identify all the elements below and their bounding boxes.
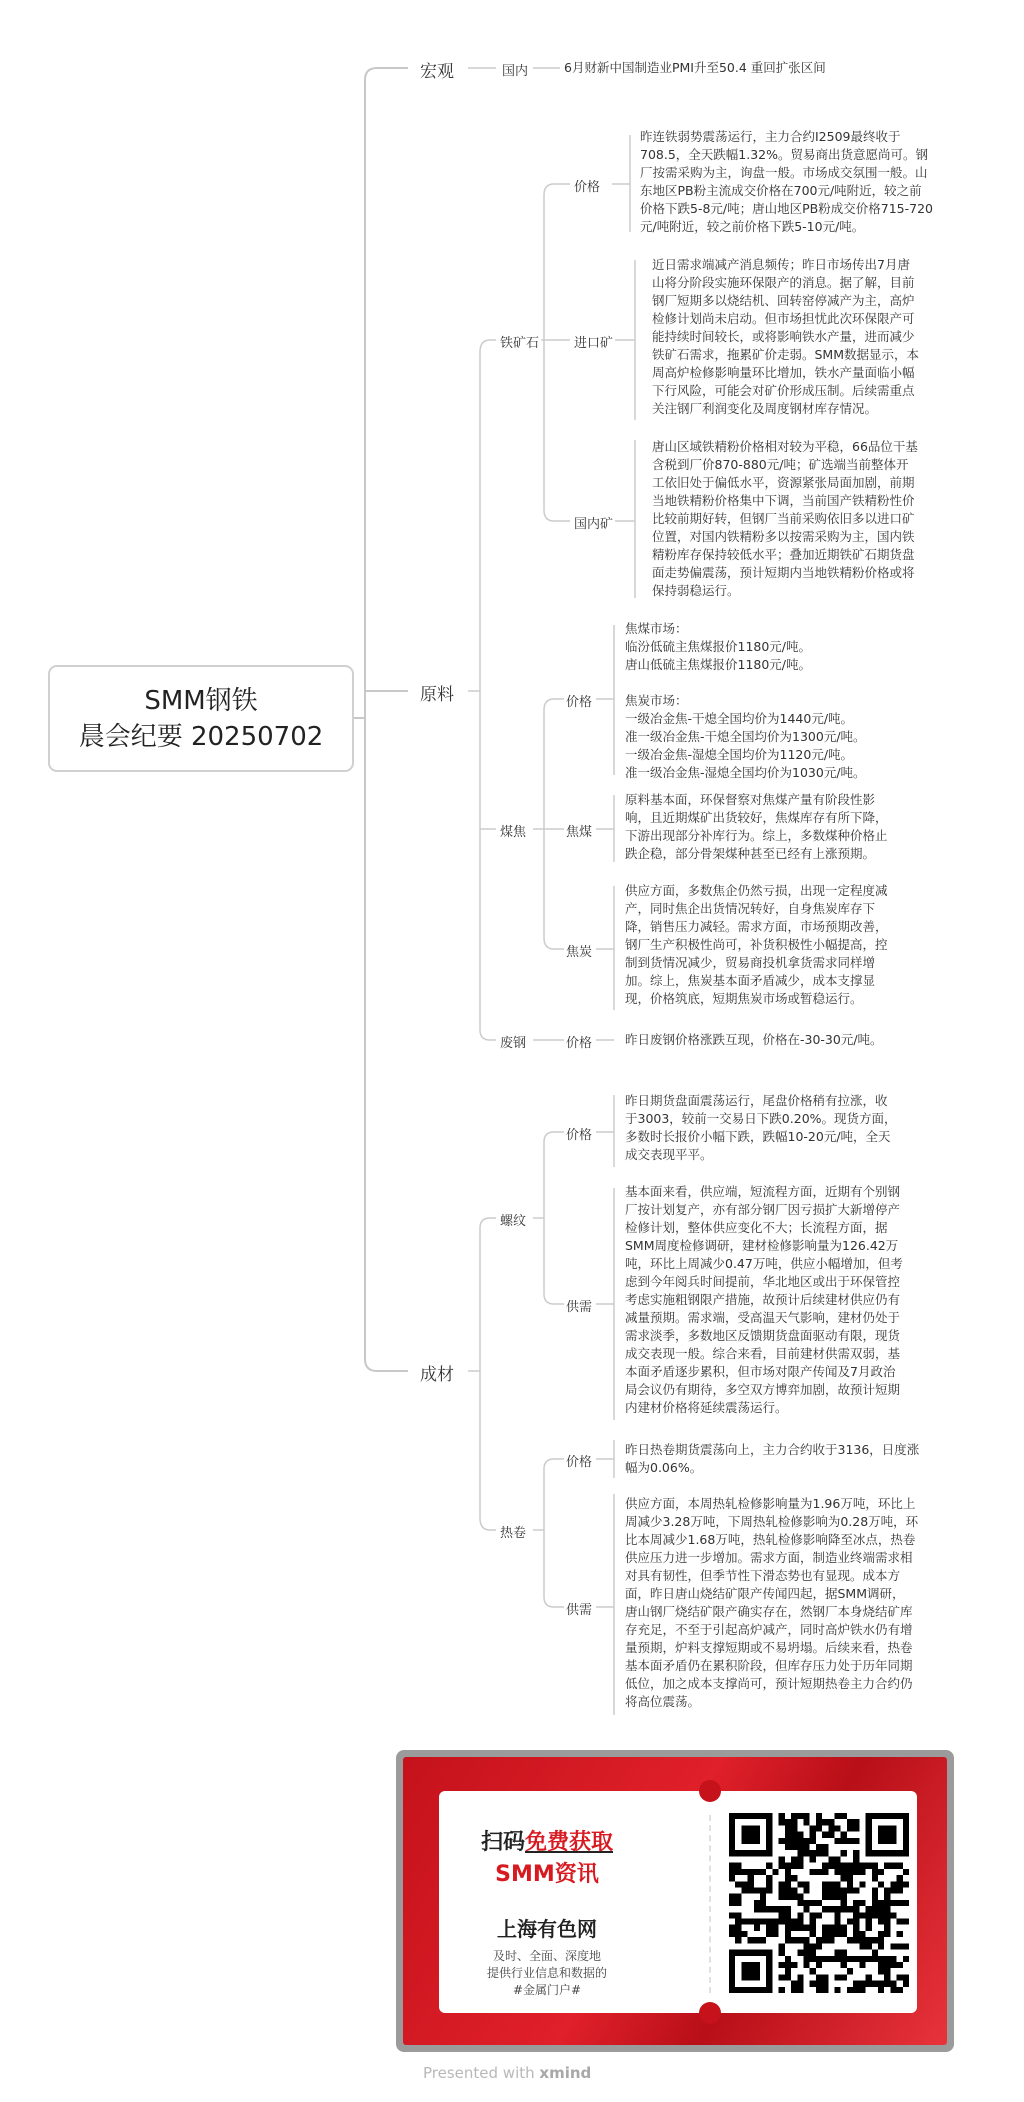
text-line: 将高位震荡。 <box>625 1694 701 1709</box>
text-line: 钢厂短期多以烧结机、回转窑停减产为主，高炉 <box>652 293 915 308</box>
text-line: 比较前期好转，但钢厂当前采购依旧多以进口矿 <box>652 511 915 526</box>
text-line: 能持续时间较长，或将影响铁水产量，进而减少 <box>652 329 915 344</box>
topic-scrap-price[interactable]: 价格 <box>564 1032 594 1051</box>
text-line: 当地铁精粉价格集中下调，当前国产铁精粉性价 <box>652 493 915 508</box>
text-line: 面，昨日唐山烧结矿限产传闻四起，据SMM调研， <box>625 1586 905 1601</box>
text-line: 山将分阶段实施环保限产的消息。据了解，目前 <box>652 275 915 290</box>
text-line: 本面矛盾逐步累积，但市场对限产传闻及7月政治 <box>625 1364 896 1379</box>
topic-scrap[interactable]: 废钢 <box>498 1032 528 1051</box>
text-line: 工依旧处于偏低水平，资源紧张局面加剧，前期 <box>652 475 915 490</box>
text-line: 成交表现平平。 <box>625 1147 713 1162</box>
hrc-supply-demand-text <box>625 1495 918 1711</box>
text-line: 708.5，全天跌幅1.32%。贸易商出货意愿尚可。钢 <box>640 147 928 162</box>
text-line: 昨日废钢价格涨跌互现，价格在-30-30元/吨。 <box>625 1032 883 1047</box>
xmind-logo-text: xmind <box>539 2064 592 2082</box>
rebar-price-text <box>625 1092 897 1164</box>
text-line: 铁矿石需求，拖累矿价走弱。SMM数据显示，本 <box>652 347 920 362</box>
text-line: 现，价格筑底，短期焦炭市场或暂稳运行。 <box>625 991 863 1006</box>
text-line: 供应方面，本周热轧检修影响量为1.96万吨，环比上 <box>625 1496 916 1511</box>
text-line: 周减少3.28万吨，下周热轧检修影响为0.28万吨，环 <box>625 1514 919 1529</box>
text-line: 检修计划尚未启动。但市场担忧此次环保限产可 <box>652 311 915 326</box>
topic-hrc[interactable]: 热卷 <box>498 1522 528 1541</box>
text-line: 面走势偏震荡，预计短期内当地铁精粉价格或将 <box>652 565 915 580</box>
text-line: 局会议仍有期待，多空双方博弈加剧，故预计短期 <box>625 1382 901 1397</box>
root-subtitle: 晨会纪要 20250702 <box>78 721 324 752</box>
text-line: 加。综上，焦炭基本面矛盾减少，成本支撑显 <box>625 973 876 988</box>
topic-coking-coal[interactable]: 焦煤 <box>564 821 594 840</box>
macro-domestic-text: 6月财新中国制造业PMI升至50.4 重回扩张区间 <box>564 60 826 75</box>
text-line: 唐山钢厂烧结矿限产确实存在，然钢厂本身烧结矿库 <box>625 1604 913 1619</box>
text-line: 东地区PB粉主流成交价格在700元/吨附近，较之前 <box>640 183 922 198</box>
footer-credit <box>423 2064 591 2082</box>
promo-ticket <box>439 1791 917 2013</box>
text-line: 多数时长报价小幅下跌，跌幅10-20元/吨，全天 <box>625 1129 891 1144</box>
topic-hrc-price[interactable]: 价格 <box>564 1451 594 1470</box>
text-line: SMM周度检修调研，建材检修影响量为126.42万 <box>625 1238 899 1253</box>
topic-iron-ore-import[interactable]: 进口矿 <box>572 332 615 351</box>
footer-prefix: Presented with <box>423 2064 535 2082</box>
ticket-divider <box>709 1815 711 1993</box>
text-line: 准一级冶金焦-干熄全国均价为1300元/吨。 <box>625 729 866 744</box>
text-line: 昨连铁弱势震荡运行，主力合约I2509最终收于 <box>640 129 901 144</box>
text-line: 虑到今年阅兵时间提前，华北地区或出于环保管控 <box>625 1274 901 1289</box>
text-line: 减量预期。需求端，受高温天气影响，建材仍处于 <box>625 1310 901 1325</box>
text-line: 一级冶金焦-干熄全国均价为1440元/吨。 <box>625 711 854 726</box>
coking-coal-text <box>625 791 888 863</box>
topic-hrc-supply-demand[interactable]: 供需 <box>564 1599 594 1618</box>
hrc-price-text <box>625 1441 919 1477</box>
text-line: 昨日期货盘面震荡运行，尾盘价格稍有拉涨，收 <box>625 1093 888 1108</box>
text-line: 焦炭市场： <box>625 693 688 708</box>
promo-brand: 上海有色网 <box>497 1917 597 1941</box>
promo-scan-highlight: 免费获取 <box>525 1830 614 1855</box>
text-line: 检修计划，整体供应变化不大；长流程方面，据 <box>625 1220 888 1235</box>
qr-code-icon[interactable] <box>729 1813 909 1993</box>
text-line: 元/吨附近，较之前价格下跌5-10元/吨。 <box>640 219 865 234</box>
topic-coal-coke-price[interactable]: 价格 <box>564 691 594 710</box>
text-line: 钢厂生产积极性尚可，补货积极性小幅提高，控 <box>625 937 888 952</box>
ticket-notch-bottom <box>699 2002 721 2024</box>
topic-finished-steel[interactable]: 成材 <box>418 1360 456 1385</box>
text-line: 原料基本面，环保督察对焦煤产量有阶段性影 <box>625 792 876 807</box>
ticket-notch-top <box>699 1780 721 1802</box>
text-line: 含税到厂价870-880元/吨；矿选端当前整体开 <box>652 457 909 472</box>
promo-smm-info: SMM资讯 <box>495 1862 599 1887</box>
text-line: 比本周减少1.68万吨，热轧检修影响降至冰点，热卷 <box>625 1532 916 1547</box>
promo-tagline-3: #金属门户# <box>512 1983 582 1997</box>
text-line: 下游出现部分补库行为。综上，多数煤种价格止 <box>625 828 888 843</box>
root-topic[interactable] <box>48 665 354 772</box>
text-line: 精粉库存保持较低水平；叠加近期铁矿石期货盘 <box>652 547 915 562</box>
rebar-supply-demand-text <box>625 1183 903 1417</box>
text-line <box>625 674 866 692</box>
coal-coke-price-text <box>625 620 866 782</box>
topic-rebar-price[interactable]: 价格 <box>564 1124 594 1143</box>
promo-tagline-2: 提供行业信息和数据的 <box>486 1966 607 1980</box>
text-line: 近日需求端减产消息频传；昨日市场传出7月唐 <box>652 257 910 272</box>
text-line: 焦煤市场： <box>625 621 688 636</box>
root-title: SMM钢铁 <box>144 685 258 716</box>
text-line: 厂按计划复产，亦有部分钢厂因亏损扩大新增停产 <box>625 1202 901 1217</box>
topic-coal-coke[interactable]: 煤焦 <box>498 821 528 840</box>
text-line: 临汾低硫主焦煤报价1180元/吨。 <box>625 639 812 654</box>
text-line: 于3003，较前一交易日下跌0.20%。现货方面， <box>625 1111 897 1126</box>
topic-coke[interactable]: 焦炭 <box>564 941 594 960</box>
text-line: 保持弱稳运行。 <box>652 583 740 598</box>
text-line: 基本面来看，供应端，短流程方面，近期有个别钢 <box>625 1184 901 1199</box>
topic-iron-ore-price[interactable]: 价格 <box>572 176 602 195</box>
text-line: 供应压力进一步增加。需求方面，制造业终端需求相 <box>625 1550 913 1565</box>
promo-red-frame <box>403 1757 947 2045</box>
text-line: 产，同时焦企出货情况转好，自身焦炭库存下 <box>625 901 876 916</box>
text-line: 关注钢厂利润变化及周度钢材库存情况。 <box>652 401 878 416</box>
text-line: 准一级冶金焦-湿熄全国均价为1030元/吨。 <box>625 765 866 780</box>
topic-iron-ore-domestic[interactable]: 国内矿 <box>572 513 615 532</box>
promo-scan-line <box>439 1825 655 1856</box>
text-line: 响，且近期煤矿出货较好，焦煤库存有所下降， <box>625 810 888 825</box>
text-line: 下行风险，可能会对矿价形成压制。后续需重点 <box>652 383 915 398</box>
promo-tagline-1: 及时、全面、深度地 <box>492 1949 601 1963</box>
topic-macro[interactable]: 宏观 <box>418 57 456 82</box>
topic-rebar[interactable]: 螺纹 <box>498 1210 528 1229</box>
text-line: 供应方面，多数焦企仍然亏损，出现一定程度减 <box>625 883 888 898</box>
text-line: 幅为0.06%。 <box>625 1460 703 1475</box>
text-line: 跌企稳，部分骨架煤种甚至已经有上涨预期。 <box>625 846 876 861</box>
text-line: 唐山低硫主焦煤报价1180元/吨。 <box>625 657 812 672</box>
text-line: 制到货情况减少，贸易商投机拿货需求同样增 <box>625 955 876 970</box>
text-line: 吨，环比上周减少0.47万吨，供应小幅增加，但考 <box>625 1256 903 1271</box>
iron-ore-domestic-text <box>652 438 918 600</box>
text-line: 对具有韧性，但季节性下滑态势也有显现。成本方 <box>625 1568 901 1583</box>
iron-ore-price-text <box>640 128 933 236</box>
topic-iron-ore[interactable]: 铁矿石 <box>498 332 541 351</box>
text-line: 内建材价格将延续震荡运行。 <box>625 1400 788 1415</box>
text-line: 厂按需采购为主，询盘一般。市场成交氛围一般。山 <box>640 165 928 180</box>
coke-text <box>625 882 888 1008</box>
text-line: 降，销售压力减轻。需求方面，市场预期改善， <box>625 919 888 934</box>
text-line: 低位，加之成本支撑尚可，预计短期热卷主力合约仍 <box>625 1676 913 1691</box>
text-line: 周高炉检修影响量环比增加，铁水产量面临小幅 <box>652 365 915 380</box>
text-line: 考虑实施粗钢限产措施，故预计后续建材供应仍有 <box>625 1292 901 1307</box>
topic-domestic[interactable]: 国内 <box>500 60 530 79</box>
text-line: 存充足，不至于引起高炉减产，同时高炉铁水仍有增 <box>625 1622 913 1637</box>
text-line: 成交表现一般。综合来看，目前建材供需双弱，基 <box>625 1346 901 1361</box>
text-line: 价格下跌5-8元/吨；唐山地区PB粉成交价格715-720 <box>640 201 933 216</box>
text-line: 量预期，炉料支撑短期或不易坍塌。后续来看，热卷 <box>625 1640 913 1655</box>
topic-raw-materials[interactable]: 原料 <box>418 680 456 705</box>
promo-banner[interactable] <box>396 1750 954 2052</box>
text-line: 昨日热卷期货震荡向上，主力合约收于3136，日度涨 <box>625 1442 920 1457</box>
scrap-price-text <box>625 1031 883 1049</box>
text-line: 一级冶金焦-湿熄全国均价为1120元/吨。 <box>625 747 854 762</box>
iron-ore-import-text <box>652 256 919 418</box>
topic-rebar-supply-demand[interactable]: 供需 <box>564 1296 594 1315</box>
text-line: 需求淡季，多数地区反馈期货盘面驱动有限，现货 <box>625 1328 901 1343</box>
text-line: 基本面矛盾仍在累积阶段，但库存压力处于历年同期 <box>625 1658 913 1673</box>
text-line: 位置，对国内铁精粉多以按需采购为主，国内铁 <box>652 529 915 544</box>
promo-scan-prefix: 扫码 <box>480 1830 525 1855</box>
text-line: 唐山区域铁精粉价格相对较为平稳，66品位干基 <box>652 439 918 454</box>
